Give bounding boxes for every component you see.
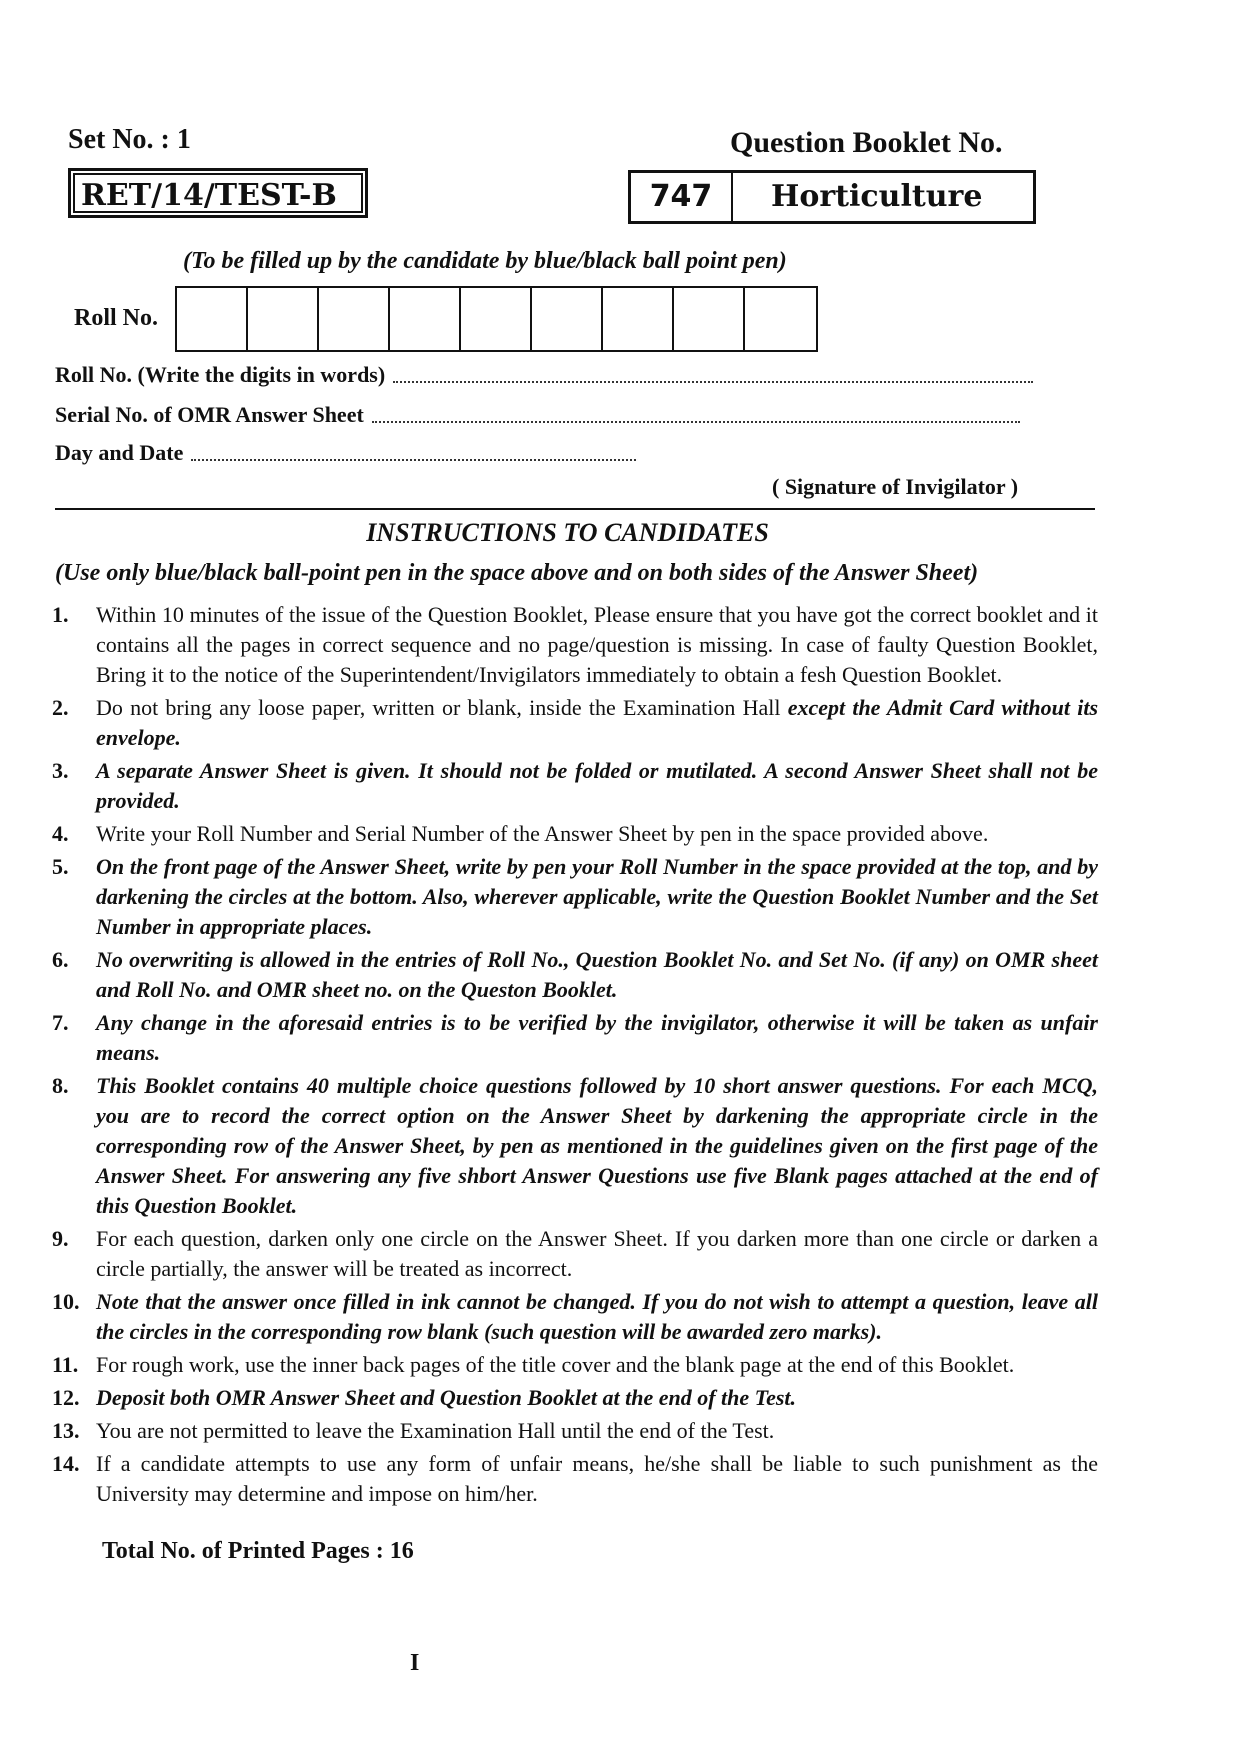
day-date-label: Day and Date [55,440,184,465]
roll-number-boxes[interactable] [175,286,818,352]
instruction-text: If a candidate attempts to use any form of unfair means, he/she shall be liable to such punishment as the University may determine and impose on him/her. [96,1451,1098,1506]
instruction-item [52,1350,1098,1380]
instruction-text: Write your Roll Number and Serial Number of the Answer Sheet by pen in the space provided above. [96,821,989,846]
instruction-item [52,1383,1098,1413]
instruction-text: On the front page of the Answer Sheet, write by pen your Roll Number in the space provided at the top, and by darkening the circles at the bottom. Also, wherever applicable, write the Question Booklet Number and the Set Number in appropriate places. [96,854,1098,939]
instruction-number: 3. [52,758,69,783]
instruction-number: 12. [52,1385,80,1410]
instruction-text: Deposit both OMR Answer Sheet and Question Booklet at the end of the Test. [96,1385,797,1410]
omr-serial-row [55,402,1020,428]
page-number: I [410,1650,420,1676]
omr-serial-field[interactable] [372,407,1020,423]
roll-digit-box[interactable] [461,288,532,350]
instruction-number: 1. [52,602,69,627]
day-date-field[interactable] [191,445,636,461]
instruction-number: 10. [52,1289,80,1314]
question-booklet-title: Question Booklet No. [730,126,1003,159]
instruction-text: Any change in the aforesaid entries is to be verified by the invigilator, otherwise it will be taken as unfair means. [96,1010,1098,1065]
instruction-item [52,1449,1098,1509]
instruction-item [52,819,1098,849]
instruction-item [52,1071,1098,1221]
instruction-item [52,756,1098,816]
roll-words-row [55,362,1033,388]
instruction-text: For each question, darken only one circle on the Answer Sheet. If you darken more than one circle or darken a circle partially, the answer will be treated as incorrect. [96,1226,1098,1281]
omr-serial-label: Serial No. of OMR Answer Sheet [55,402,364,427]
instruction-number: 2. [52,695,69,720]
instruction-text-emphasis: except the Admit Card without its envelope. [96,695,1099,750]
roll-digit-box[interactable] [745,288,816,350]
instruction-number: 14. [52,1451,80,1476]
instruction-item [52,693,1098,753]
roll-digit-box[interactable] [390,288,461,350]
instruction-item [52,945,1098,1005]
roll-number-label: Roll No. [74,305,158,331]
instruction-number: 7. [52,1010,69,1035]
instruction-number: 4. [52,821,69,846]
roll-digit-box[interactable] [177,288,248,350]
total-printed-pages: Total No. of Printed Pages : 16 [102,1538,414,1564]
instruction-text: No overwriting is allowed in the entries of Roll No., Question Booklet No. and Set No. (if any) on OMR sheet and Roll No. and OMR sheet no. on the Queston Booklet. [96,947,1098,1002]
instruction-item [52,852,1098,942]
instruction-item [52,1224,1098,1284]
instruction-text: You are not permitted to leave the Examination Hall until the end of the Test. [96,1418,775,1443]
instructions-list [52,600,1098,1512]
roll-digit-box[interactable] [319,288,390,350]
instruction-number: 6. [52,947,69,972]
question-booklet-box [628,170,1036,224]
instruction-number: 11. [52,1352,79,1377]
instruction-text: This Booklet contains 40 multiple choice questions followed by 10 short answer questions. For each MCQ, you are to record the correct option on the Answer Sheet by darkening the appropriate circle in the corresponding row of the Answer Sheet, by pen as mentioned in the guidelines given on the first page of the Answer Sheet. For answering any five shbort Answer Questions use five Blank pages attached at the end of this Question Booklet. [96,1073,1098,1218]
instructions-title: INSTRUCTIONS TO CANDIDATES [366,518,769,547]
instruction-text: A separate Answer Sheet is given. It should not be folded or mutilated. A second Answer Sheet shall not be provided. [96,758,1098,813]
instruction-item [52,600,1098,690]
roll-digit-box[interactable] [248,288,319,350]
roll-words-field[interactable] [393,367,1033,383]
instruction-item [52,1416,1098,1446]
instruction-text: Note that the answer once filled in ink cannot be changed. If you do not wish to attempt a question, leave all the circles in the corresponding row blank (such question will be awarded zero marks). [96,1289,1098,1344]
day-date-row [55,440,636,466]
instruction-number: 9. [52,1226,69,1251]
booklet-number: 747 [631,173,733,221]
instruction-text-plain: Do not bring any loose paper, written or blank, inside the Examination Hall [96,695,788,720]
instruction-number: 5. [52,854,69,879]
instruction-item [52,1008,1098,1068]
invigilator-signature-label: ( Signature of Invigilator ) [772,474,1019,499]
instruction-number: 8. [52,1073,69,1098]
instruction-number: 13. [52,1418,80,1443]
instruction-text: For rough work, use the inner back pages of the title cover and the blank page at the end of this Booklet. [96,1352,1015,1377]
fill-instruction-note: (To be filled up by the candidate by blue/black ball point pen) [183,248,787,274]
instruction-text: Within 10 minutes of the issue of the Question Booklet, Please ensure that you have got the correct booklet and it contains all the pages in correct sequence and no page/question is missing. In case of faulty Question Booklet, Bring it to the notice of the Superintendent/Invigilators immediately to obtain a fesh Question Booklet. [96,602,1098,687]
roll-digit-box[interactable] [674,288,745,350]
instructions-subtitle: (Use only blue/black ball-point pen in the space above and on both sides of the Answer Sheet) [55,560,979,586]
roll-digit-box[interactable] [532,288,603,350]
roll-digit-box[interactable] [603,288,674,350]
instruction-text [96,693,1098,753]
section-divider [55,508,1095,510]
test-code-box: RET/14/TEST-B [68,168,368,218]
instruction-item [52,1287,1098,1347]
subject-name: Horticulture [771,179,983,214]
roll-words-label: Roll No. (Write the digits in words) [55,362,386,387]
set-number: Set No. : 1 [68,124,191,155]
